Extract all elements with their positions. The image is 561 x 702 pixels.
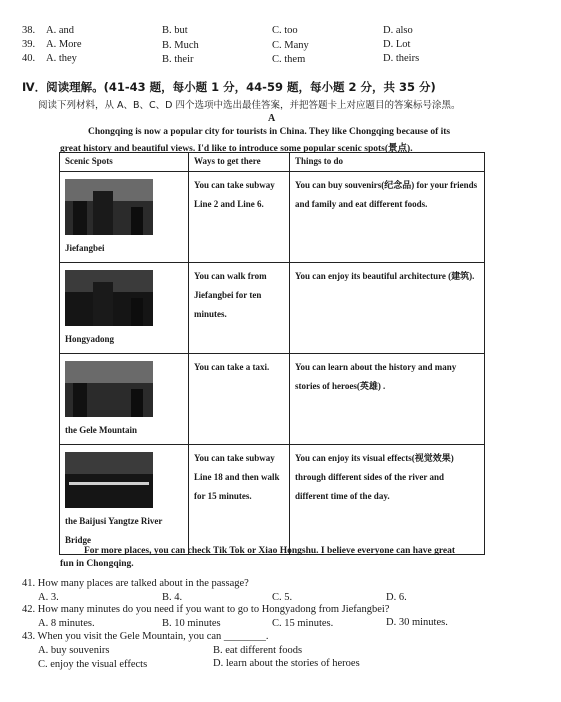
option-c: C. 15 minutes. xyxy=(272,618,334,629)
option-a: A. they xyxy=(46,53,77,64)
option-d: D. 6. xyxy=(386,592,407,603)
option-b: B. 10 minutes xyxy=(162,618,221,629)
hongyadong-photo xyxy=(65,270,153,326)
header-ways: Ways to get there xyxy=(189,153,290,172)
section-instruction: 阅读下列材料，从 A、B、C、D 四个选项中选出最佳答案，并把答题卡上对应题目的答案标号涂黑。 xyxy=(38,100,461,111)
spot-name: the Gele Mountain xyxy=(65,425,137,435)
option-a: A. More xyxy=(46,39,82,50)
option-a: A. 8 minutes. xyxy=(38,618,95,629)
gele-mountain-photo xyxy=(65,361,153,417)
passage-outro-line1: For more places, you can check Tik Tok or Xiao Hongshu. I believe everyone can have great xyxy=(84,546,456,556)
option-c: C. them xyxy=(272,54,306,65)
question-number: 39. xyxy=(22,39,36,50)
option-d: D. Lot xyxy=(383,39,411,50)
way-cell: You can walk from Jiefangbei for ten minutes. xyxy=(189,263,290,354)
question-stem: 41. How many places are talked about in the passage? xyxy=(22,578,249,589)
way-cell: You can take subway Line 2 and Line 6. xyxy=(189,172,290,263)
spot-cell xyxy=(60,354,189,445)
option-d: D. also xyxy=(383,25,413,36)
spot-name: Jiefangbei xyxy=(65,243,105,253)
bridge-photo xyxy=(65,452,153,508)
table-row xyxy=(60,172,485,263)
option-b: B. 4. xyxy=(162,592,183,603)
todo-cell: You can learn about the history and many stories of heroes(英雄) . xyxy=(290,354,485,445)
todo-cell: You can enjoy its visual effects(视觉效果) through different sides of the river and different time of the day. xyxy=(290,445,485,555)
jiefangbei-photo xyxy=(65,179,153,235)
spot-name: Hongyadong xyxy=(65,334,115,344)
question-stem: 43. When you visit the Gele Mountain, you can ________. xyxy=(22,631,269,642)
header-scenic-spots: Scenic Spots xyxy=(60,153,189,172)
question-number: 40. xyxy=(22,53,36,64)
passage-intro-line2: great history and beautiful views. I'd like to introduce some popular scenic spots(景点). xyxy=(60,144,413,154)
option-d: D. learn about the stories of heroes xyxy=(213,658,360,669)
todo-cell: You can buy souvenirs(纪念品) for your friends and family and eat different foods. xyxy=(290,172,485,263)
passage-intro-line1: Chongqing is now a popular city for tourists in China. They like Chongqing because of its xyxy=(88,127,451,137)
section-title: Ⅳ．阅读理解。(41-43 题，每小题 1 分，44-59 题，每小题 2 分，共 35 分) xyxy=(22,80,436,94)
option-b: B. Much xyxy=(162,40,199,51)
option-a: A. and xyxy=(46,25,74,36)
way-cell: You can take a taxi. xyxy=(189,354,290,445)
option-d: D. 30 minutes. xyxy=(386,617,448,628)
question-number: 38. xyxy=(22,25,36,36)
todo-cell: You can enjoy its beautiful architecture (建筑). xyxy=(290,263,485,354)
spot-cell xyxy=(60,263,189,354)
table-row xyxy=(60,263,485,354)
option-c: C. too xyxy=(272,25,298,36)
spot-cell xyxy=(60,445,189,555)
spot-name: the Baijusi Yangtze River Bridge xyxy=(65,516,163,545)
option-a: A. buy souvenirs xyxy=(38,645,110,656)
way-cell: You can take subway Line 18 and then walk for 15 minutes. xyxy=(189,445,290,555)
header-things-to-do: Things to do xyxy=(290,153,485,172)
scenic-spots-table xyxy=(59,152,485,555)
option-b: B. their xyxy=(162,54,194,65)
option-b: B. but xyxy=(162,25,188,36)
table-row xyxy=(60,445,485,555)
option-c: C. enjoy the visual effects xyxy=(38,659,148,670)
passage-letter: A xyxy=(268,113,276,124)
question-stem: 42. How many minutes do you need if you want to go to Hongyadong from Jiefangbei? xyxy=(22,604,390,615)
option-c: C. 5. xyxy=(272,592,293,603)
passage-outro-line2: fun in Chongqing. xyxy=(60,559,134,569)
spot-cell xyxy=(60,172,189,263)
option-d: D. theirs xyxy=(383,53,420,64)
option-b: B. eat different foods xyxy=(213,645,303,656)
option-c: C. Many xyxy=(272,40,309,51)
table-header-row xyxy=(60,153,485,172)
table-row xyxy=(60,354,485,445)
option-a: A. 3. xyxy=(38,592,59,603)
